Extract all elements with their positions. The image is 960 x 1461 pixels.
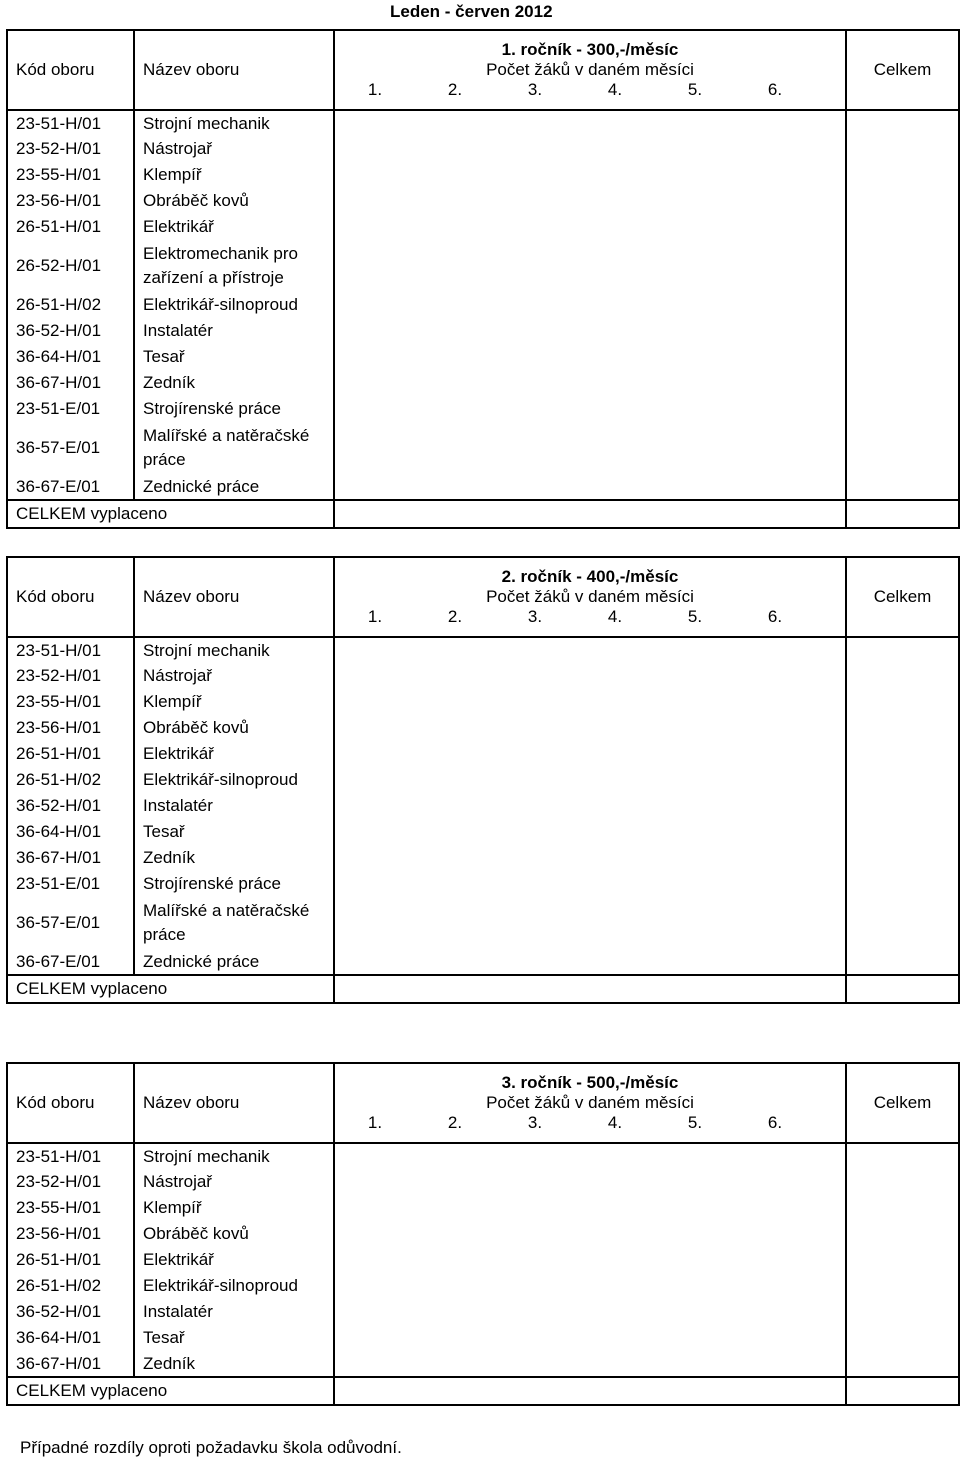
table-row	[7, 110, 959, 136]
nazev-cell: Elektrikář	[134, 1247, 334, 1273]
table-row	[7, 1247, 959, 1273]
nazev-cell: Tesař	[134, 1325, 334, 1351]
kod-cell: 26-51-H/01	[7, 214, 134, 240]
celkem-cell[interactable]	[846, 1273, 959, 1299]
nazev-cell: Klempíř	[134, 689, 334, 715]
count-cell[interactable]	[334, 370, 846, 396]
count-cell[interactable]	[334, 767, 846, 793]
table-row	[7, 1273, 959, 1299]
nazev-cell: Klempíř	[134, 1195, 334, 1221]
nazev-cell: Strojírenské práce	[134, 396, 334, 422]
total-label: CELKEM vyplaceno	[7, 500, 334, 528]
celkem-cell[interactable]	[846, 318, 959, 344]
count-cell[interactable]	[334, 214, 846, 240]
count-cell[interactable]	[334, 793, 846, 819]
months-header	[335, 1113, 845, 1133]
nazev-cell: Zednické práce	[134, 949, 334, 975]
grade-1-table	[6, 29, 960, 529]
nazev-header: Název oboru	[134, 30, 334, 110]
count-cell[interactable]	[334, 474, 846, 500]
nazev-cell: Zedník	[134, 845, 334, 871]
month-label: 2.	[447, 607, 463, 626]
count-cell[interactable]	[334, 344, 846, 370]
kod-cell: 26-51-H/01	[7, 741, 134, 767]
kod-cell: 36-64-H/01	[7, 819, 134, 845]
count-cell[interactable]	[334, 1247, 846, 1273]
nazev-cell: Obráběč kovů	[134, 715, 334, 741]
kod-cell: 23-56-H/01	[7, 715, 134, 741]
celkem-cell[interactable]	[846, 110, 959, 136]
nazev-cell: Strojírenské práce	[134, 871, 334, 897]
table-row	[7, 240, 959, 292]
kod-header: Kód oboru	[7, 30, 134, 110]
kod-cell: 23-52-H/01	[7, 1169, 134, 1195]
count-cell[interactable]	[334, 396, 846, 422]
count-cell[interactable]	[334, 845, 846, 871]
kod-cell: 23-56-H/01	[7, 188, 134, 214]
table-row	[7, 396, 959, 422]
kod-cell: 36-64-H/01	[7, 1325, 134, 1351]
total-celkem-cell[interactable]	[846, 975, 959, 1003]
table-row	[7, 741, 959, 767]
total-label: CELKEM vyplaceno	[7, 1377, 334, 1405]
celkem-cell[interactable]	[846, 214, 959, 240]
table-row	[7, 871, 959, 897]
nazev-cell: Nástrojař	[134, 1169, 334, 1195]
month-label: 6.	[767, 80, 783, 99]
celkem-cell[interactable]	[846, 767, 959, 793]
table-row	[7, 422, 959, 474]
table-row	[7, 793, 959, 819]
nazev-cell: Instalatér	[134, 793, 334, 819]
kod-cell: 36-57-E/01	[7, 897, 134, 949]
celkem-header: Celkem	[846, 30, 959, 110]
count-cell[interactable]	[334, 136, 846, 162]
table-row	[7, 136, 959, 162]
celkem-cell[interactable]	[846, 136, 959, 162]
count-cell[interactable]	[334, 1299, 846, 1325]
nazev-cell: Strojní mechanik	[134, 110, 334, 136]
kod-cell: 23-51-E/01	[7, 871, 134, 897]
count-cell[interactable]	[334, 897, 846, 949]
count-cell[interactable]	[334, 689, 846, 715]
celkem-cell[interactable]	[846, 1351, 959, 1377]
kod-cell: 36-67-H/01	[7, 370, 134, 396]
celkem-cell[interactable]	[846, 1325, 959, 1351]
table-row	[7, 1299, 959, 1325]
nazev-header: Název oboru	[134, 1063, 334, 1143]
table-row	[7, 1143, 959, 1169]
count-cell[interactable]	[334, 741, 846, 767]
celkem-cell[interactable]	[846, 897, 959, 949]
kod-cell: 26-51-H/02	[7, 1273, 134, 1299]
table-row	[7, 949, 959, 975]
kod-cell: 23-51-H/01	[7, 110, 134, 136]
kod-cell: 36-67-H/01	[7, 845, 134, 871]
count-cell[interactable]	[334, 1169, 846, 1195]
table-row	[7, 474, 959, 500]
count-cell[interactable]	[334, 240, 846, 292]
nazev-cell: Malířské a natěračské práce	[134, 422, 334, 474]
month-label: 5.	[687, 1113, 703, 1132]
kod-cell: 23-56-H/01	[7, 1221, 134, 1247]
nazev-cell: Instalatér	[134, 318, 334, 344]
nazev-cell: Elektrikář-silnoproud	[134, 767, 334, 793]
table-row	[7, 370, 959, 396]
nazev-header: Název oboru	[134, 557, 334, 637]
nazev-cell: Elektrikář-silnoproud	[134, 292, 334, 318]
table-row	[7, 188, 959, 214]
count-cell[interactable]	[334, 663, 846, 689]
table-row	[7, 767, 959, 793]
kod-cell: 26-52-H/01	[7, 240, 134, 292]
month-label: 1.	[367, 607, 383, 626]
total-count-cell[interactable]	[334, 500, 846, 528]
month-label: 4.	[607, 1113, 623, 1132]
kod-cell: 26-51-H/01	[7, 1247, 134, 1273]
celkem-cell[interactable]	[846, 663, 959, 689]
celkem-cell[interactable]	[846, 1299, 959, 1325]
kod-cell: 23-52-H/01	[7, 136, 134, 162]
count-cell[interactable]	[334, 422, 846, 474]
celkem-cell[interactable]	[846, 793, 959, 819]
kod-cell: 36-57-E/01	[7, 422, 134, 474]
kod-header: Kód oboru	[7, 1063, 134, 1143]
kod-cell: 23-51-H/01	[7, 637, 134, 663]
celkem-cell[interactable]	[846, 344, 959, 370]
count-cell[interactable]	[334, 1325, 846, 1351]
table-row	[7, 1169, 959, 1195]
nazev-cell: Obráběč kovů	[134, 188, 334, 214]
celkem-cell[interactable]	[846, 741, 959, 767]
count-subtitle: Počet žáků v daném měsíci	[486, 60, 694, 79]
nazev-cell: Elektrikář-silnoproud	[134, 1273, 334, 1299]
count-subtitle: Počet žáků v daném měsíci	[486, 587, 694, 606]
count-cell[interactable]	[334, 1351, 846, 1377]
month-label: 3.	[527, 607, 543, 626]
count-cell[interactable]	[334, 871, 846, 897]
table-row	[7, 689, 959, 715]
kod-cell: 36-67-H/01	[7, 1351, 134, 1377]
table-row	[7, 1351, 959, 1377]
month-label: 1.	[367, 1113, 383, 1132]
total-label: CELKEM vyplaceno	[7, 975, 334, 1003]
kod-cell: 23-51-E/01	[7, 396, 134, 422]
celkem-cell[interactable]	[846, 871, 959, 897]
table-row	[7, 845, 959, 871]
table-row	[7, 1325, 959, 1351]
count-subtitle: Počet žáků v daném měsíci	[486, 1093, 694, 1112]
table-row	[7, 162, 959, 188]
celkem-cell[interactable]	[846, 292, 959, 318]
celkem-cell[interactable]	[846, 1169, 959, 1195]
table-row	[7, 292, 959, 318]
grade-title: 2. ročník - 400,-/měsíc	[501, 567, 679, 586]
count-cell[interactable]	[334, 1221, 846, 1247]
months-header	[335, 80, 845, 100]
celkem-cell[interactable]	[846, 370, 959, 396]
celkem-cell[interactable]	[846, 474, 959, 500]
kod-cell: 23-55-H/01	[7, 689, 134, 715]
celkem-header: Celkem	[846, 557, 959, 637]
table-row	[7, 819, 959, 845]
celkem-cell[interactable]	[846, 637, 959, 663]
count-cell[interactable]	[334, 715, 846, 741]
nazev-cell: Malířské a natěračské práce	[134, 897, 334, 949]
month-label: 2.	[447, 80, 463, 99]
month-label: 3.	[527, 80, 543, 99]
total-row	[7, 500, 959, 528]
month-label: 5.	[687, 607, 703, 626]
count-cell[interactable]	[334, 1143, 846, 1169]
grade-title: 1. ročník - 300,-/měsíc	[501, 40, 679, 59]
count-cell[interactable]	[334, 318, 846, 344]
kod-cell: 23-52-H/01	[7, 663, 134, 689]
nazev-cell: Elektromechanik pro zařízení a přístroje	[134, 240, 334, 292]
month-label: 6.	[767, 607, 783, 626]
nazev-cell: Nástrojař	[134, 136, 334, 162]
months-header	[335, 607, 845, 627]
total-count-cell[interactable]	[334, 975, 846, 1003]
celkem-cell[interactable]	[846, 1247, 959, 1273]
kod-cell: 36-64-H/01	[7, 344, 134, 370]
month-label: 6.	[767, 1113, 783, 1132]
nazev-cell: Strojní mechanik	[134, 1143, 334, 1169]
kod-cell: 23-51-H/01	[7, 1143, 134, 1169]
table-row	[7, 637, 959, 663]
count-header	[334, 30, 846, 110]
month-label: 4.	[607, 80, 623, 99]
month-label: 2.	[447, 1113, 463, 1132]
footnote: Případné rozdíly oproti požadavku škola odůvodní.	[20, 1438, 402, 1457]
table-row	[7, 214, 959, 240]
nazev-cell: Strojní mechanik	[134, 637, 334, 663]
celkem-cell[interactable]	[846, 819, 959, 845]
table-row	[7, 318, 959, 344]
kod-cell: 26-51-H/02	[7, 767, 134, 793]
kod-cell: 36-52-H/01	[7, 1299, 134, 1325]
table-row	[7, 897, 959, 949]
count-cell[interactable]	[334, 110, 846, 136]
kod-cell: 26-51-H/02	[7, 292, 134, 318]
celkem-cell[interactable]	[846, 715, 959, 741]
total-row	[7, 975, 959, 1003]
count-cell[interactable]	[334, 162, 846, 188]
table-row	[7, 663, 959, 689]
month-label: 4.	[607, 607, 623, 626]
kod-cell: 23-55-H/01	[7, 162, 134, 188]
nazev-cell: Instalatér	[134, 1299, 334, 1325]
grade-2-table	[6, 556, 960, 1004]
count-cell[interactable]	[334, 1195, 846, 1221]
count-header	[334, 557, 846, 637]
celkem-cell[interactable]	[846, 162, 959, 188]
nazev-cell: Obráběč kovů	[134, 1221, 334, 1247]
kod-cell: 23-55-H/01	[7, 1195, 134, 1221]
count-cell[interactable]	[334, 949, 846, 975]
celkem-cell[interactable]	[846, 188, 959, 214]
nazev-cell: Zedník	[134, 1351, 334, 1377]
celkem-header: Celkem	[846, 1063, 959, 1143]
page-title: Leden - červen 2012	[390, 2, 553, 21]
grade-title: 3. ročník - 500,-/měsíc	[501, 1073, 679, 1092]
grade-3-table	[6, 1062, 960, 1406]
total-count-cell[interactable]	[334, 1377, 846, 1405]
nazev-cell: Zednické práce	[134, 474, 334, 500]
nazev-cell: Nástrojař	[134, 663, 334, 689]
total-row	[7, 1377, 959, 1405]
nazev-cell: Klempíř	[134, 162, 334, 188]
count-cell[interactable]	[334, 188, 846, 214]
table-row	[7, 715, 959, 741]
table-row	[7, 344, 959, 370]
nazev-cell: Zedník	[134, 370, 334, 396]
count-header	[334, 1063, 846, 1143]
table-row	[7, 1221, 959, 1247]
count-cell[interactable]	[334, 292, 846, 318]
celkem-cell[interactable]	[846, 1221, 959, 1247]
nazev-cell: Tesař	[134, 819, 334, 845]
celkem-cell[interactable]	[846, 422, 959, 474]
total-celkem-cell[interactable]	[846, 500, 959, 528]
month-label: 3.	[527, 1113, 543, 1132]
kod-cell: 36-52-H/01	[7, 793, 134, 819]
nazev-cell: Elektrikář	[134, 741, 334, 767]
kod-header: Kód oboru	[7, 557, 134, 637]
month-label: 1.	[367, 80, 383, 99]
celkem-cell[interactable]	[846, 240, 959, 292]
celkem-cell[interactable]	[846, 845, 959, 871]
celkem-cell[interactable]	[846, 689, 959, 715]
kod-cell: 36-67-E/01	[7, 949, 134, 975]
nazev-cell: Tesař	[134, 344, 334, 370]
count-cell[interactable]	[334, 1273, 846, 1299]
count-cell[interactable]	[334, 637, 846, 663]
count-cell[interactable]	[334, 819, 846, 845]
celkem-cell[interactable]	[846, 396, 959, 422]
kod-cell: 36-52-H/01	[7, 318, 134, 344]
celkem-cell[interactable]	[846, 1143, 959, 1169]
table-row	[7, 1195, 959, 1221]
kod-cell: 36-67-E/01	[7, 474, 134, 500]
month-label: 5.	[687, 80, 703, 99]
nazev-cell: Elektrikář	[134, 214, 334, 240]
celkem-cell[interactable]	[846, 949, 959, 975]
total-celkem-cell[interactable]	[846, 1377, 959, 1405]
celkem-cell[interactable]	[846, 1195, 959, 1221]
